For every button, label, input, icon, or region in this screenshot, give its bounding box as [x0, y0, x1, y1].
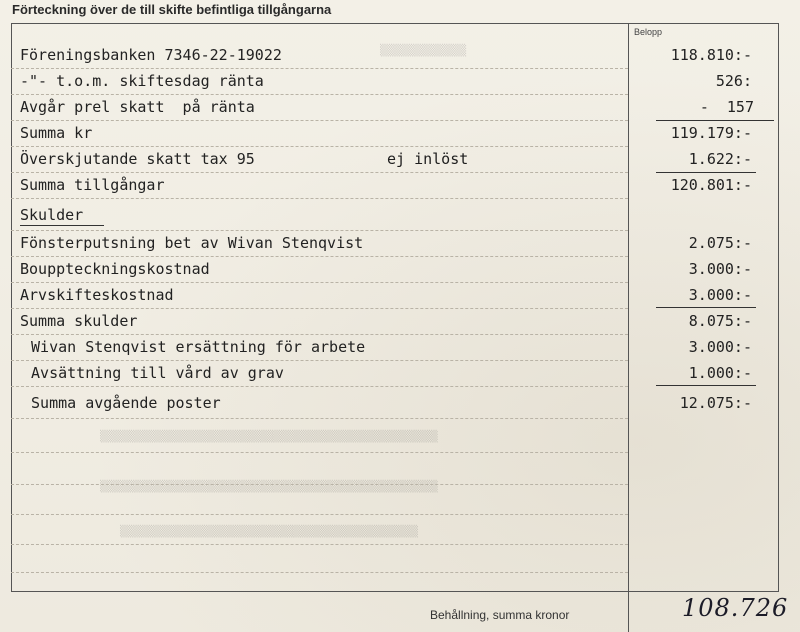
row-amount: 120.801:- [670, 176, 752, 194]
row-amount: 2.075:- [688, 234, 752, 252]
row-amount: 8.075:- [688, 312, 752, 330]
ruled-line [11, 514, 628, 515]
ruled-line [11, 146, 628, 147]
row-description: Summa kr [20, 124, 93, 142]
ruled-line [11, 68, 628, 69]
bleed-through-marks-4: ▒▒▒▒▒▒▒▒▒▒▒▒▒▒▒▒▒▒▒▒▒▒▒▒▒▒▒▒▒▒▒▒▒▒▒▒▒▒▒▒▒▒▒▒▒ [120, 525, 419, 538]
row-amount: 1.622:- [688, 150, 752, 168]
bleed-through-marks-3: ▒▒▒▒▒▒▒▒▒▒▒▒▒▒▒▒▒▒▒▒▒▒▒▒▒▒▒▒▒▒▒▒▒▒▒▒▒▒▒▒▒▒▒▒▒▒▒▒▒▒▒ [100, 480, 438, 493]
row-description: Wivan Stenqvist ersättning för arbete [22, 338, 366, 356]
row-amount: 3.000:- [688, 338, 752, 356]
amount-underline [656, 385, 756, 386]
ruled-line [11, 198, 628, 199]
ruled-line [11, 94, 628, 95]
amount-underline [656, 120, 774, 121]
ruled-line [11, 172, 628, 173]
row-description: Föreningsbanken 7346-22-19022 [20, 46, 282, 64]
ruled-line [11, 334, 628, 335]
ruled-line [11, 572, 628, 573]
row-description: Fönsterputsning bet av Wivan Stenqvist [20, 234, 364, 252]
section-heading-skulder: Skulder [20, 206, 84, 224]
ledger-row [0, 362, 800, 386]
row-amount: 3.000:- [688, 260, 752, 278]
row-description: Summa tillgångar [20, 176, 165, 194]
bleed-through-marks-2: ▒▒▒▒▒▒▒▒▒▒▒▒▒▒▒▒▒▒▒▒▒▒▒▒▒▒▒▒▒▒▒▒▒▒▒▒▒▒▒▒▒▒▒▒▒▒▒▒▒▒▒ [100, 430, 438, 443]
row-description: Avsättning till vård av grav [22, 364, 284, 382]
row-description: Summa avgående poster [22, 394, 221, 412]
form-title: Förteckning över de till skifte befintliga tillgångarna [12, 2, 332, 17]
ruled-line [11, 360, 628, 361]
row-description: Överskjutande skatt tax 95 [20, 150, 255, 168]
row-amount: 3.000:- [688, 286, 752, 304]
ledger-row [0, 122, 800, 146]
row-description: Arvskifteskostnad [20, 286, 174, 304]
balance-label: Behållning, summa kronor [430, 608, 570, 622]
row-description: -"- t.o.m. skiftesdag ränta [20, 72, 264, 90]
ruled-line [11, 484, 628, 485]
ledger-row [0, 44, 800, 68]
ruled-line [11, 386, 628, 387]
ruled-line [11, 282, 628, 283]
row-description: Bouppteckningskostnad [20, 260, 210, 278]
ledger-row [0, 174, 800, 198]
ledger-row [0, 232, 800, 256]
ruled-line [11, 418, 628, 419]
handwritten-total: 108.726 [682, 594, 789, 622]
amount-column-header: Belopp [634, 27, 663, 37]
ledger-row [0, 204, 800, 228]
row-amount: 1.000:- [688, 364, 752, 382]
row-amount: 118.810:- [670, 46, 752, 64]
amount-underline [656, 307, 756, 308]
ledger-row [0, 258, 800, 282]
row-description: Avgår prel skatt på ränta [20, 98, 255, 116]
ledger-row [0, 310, 800, 334]
ledger-row [0, 336, 800, 360]
row-amount: - 157 [699, 98, 754, 116]
ruled-line [11, 230, 628, 231]
ledger-row [0, 70, 800, 94]
ruled-line [11, 256, 628, 257]
ruled-line [11, 544, 628, 545]
row-amount: 119.179:- [670, 124, 752, 142]
bleed-through-marks: ▒▒▒▒▒▒▒▒▒▒▒▒▒ [380, 44, 467, 57]
ruled-line [11, 120, 628, 121]
heading-underline [20, 225, 104, 226]
ruled-line [11, 308, 628, 309]
amount-underline [656, 172, 756, 173]
ledger-row [0, 96, 800, 120]
row-amount: 12.075:- [679, 394, 752, 412]
row-note: ej inlöst [387, 150, 469, 168]
ledger-row [0, 148, 800, 172]
ruled-line [11, 452, 628, 453]
ledger-row [0, 392, 800, 416]
row-description: Summa skulder [20, 312, 138, 330]
ledger-row [0, 284, 800, 308]
row-amount: 526: [715, 72, 752, 90]
